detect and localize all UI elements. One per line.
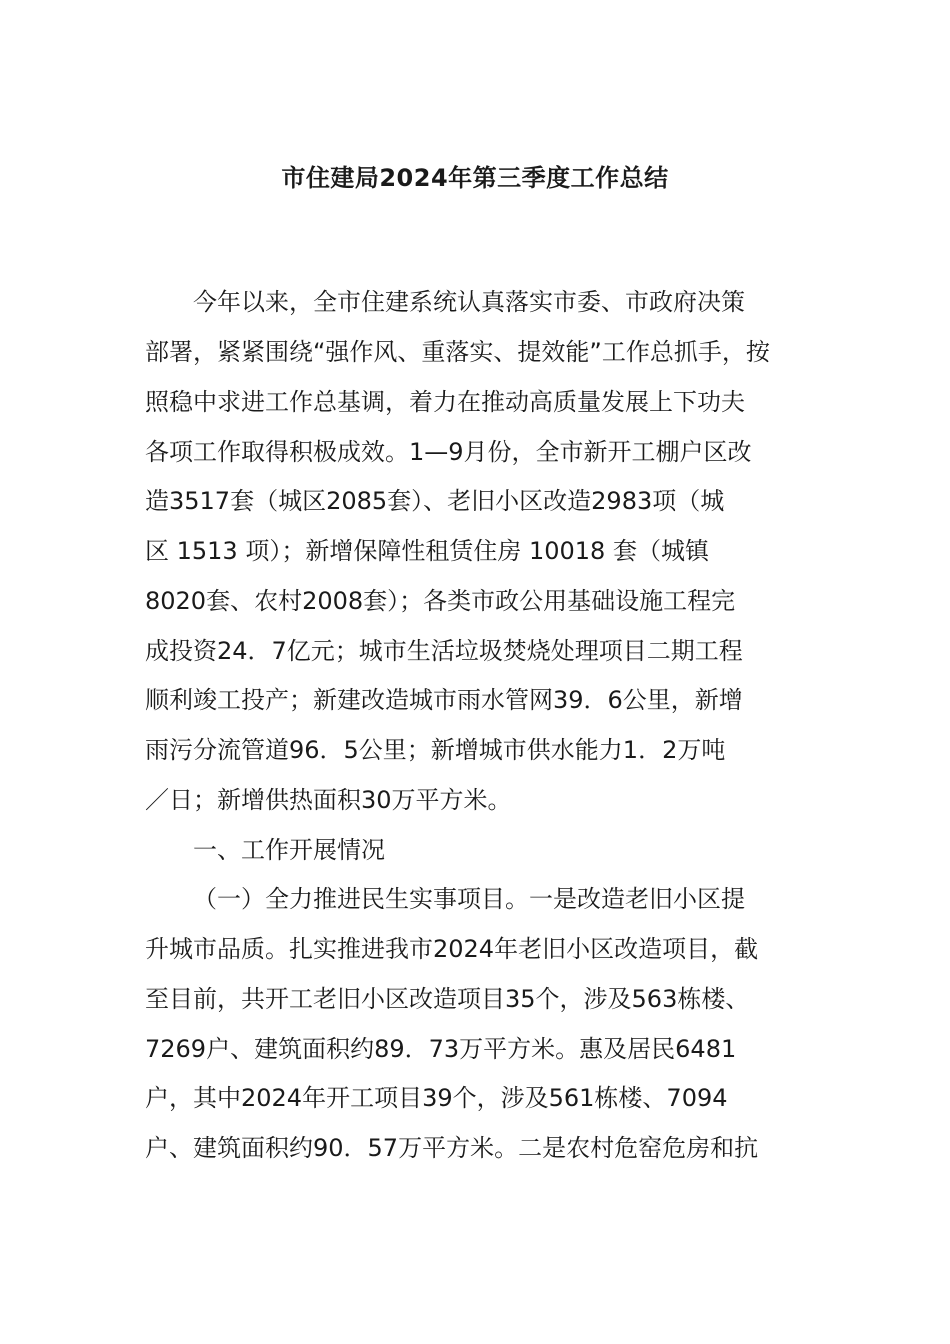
paragraph-line: ／日；新增供热面积30万平方米。 [145,786,512,814]
section-heading: 一、工作开展情况 [193,836,385,864]
paragraph-line: 升城市品质。扎实推进我市2024年老旧小区改造项目，截 [145,935,759,963]
paragraph-line: 区 1513 项）；新增保障性租赁住房 10018 套（城镇 [145,537,709,565]
paragraph-line: 各项工作取得积极成效。1—9月份，全市新开工棚户区改 [145,438,752,466]
paragraph-line: 照稳中求进工作总基调，着力在推动高质量发展上下功夫 [145,388,745,416]
paragraph-line: 户、建筑面积约90．57万平方米。二是农村危窑危房和抗 [145,1134,759,1162]
paragraph-line: 户，其中2024年开工项目39个，涉及561栋楼、7094 [145,1084,728,1112]
paragraph-line: 至目前，共开工老旧小区改造项目35个，涉及563栋楼、 [145,985,750,1013]
paragraph-line: （一）全力推进民生实事项目。一是改造老旧小区提 [193,885,745,913]
paragraph-line: 成投资24．7亿元；城市生活垃圾焚烧处理项目二期工程 [145,637,743,665]
paragraph-line: 顺利竣工投产；新建改造城市雨水管网39．6公里，新增 [145,686,743,714]
paragraph-line: 部署，紧紧围绕“强作风、重落实、提效能”工作总抓手，按 [145,338,770,366]
paragraph-line: 7269户、建筑面积约89．73万平方米。惠及居民6481 [145,1035,737,1063]
paragraph-line: 今年以来，全市住建系统认真落实市委、市政府决策 [193,288,745,316]
paragraph-line: 8020套、农村2008套）；各类市政公用基础设施工程完 [145,587,736,615]
document-title: 市住建局2024年第三季度工作总结 [281,164,669,192]
paragraph-line: 造3517套（城区2085套）、老旧小区改造2983项（城 [145,487,725,515]
paragraph-line: 雨污分流管道96．5公里；新增城市供水能力1．2万吨 [145,736,726,764]
